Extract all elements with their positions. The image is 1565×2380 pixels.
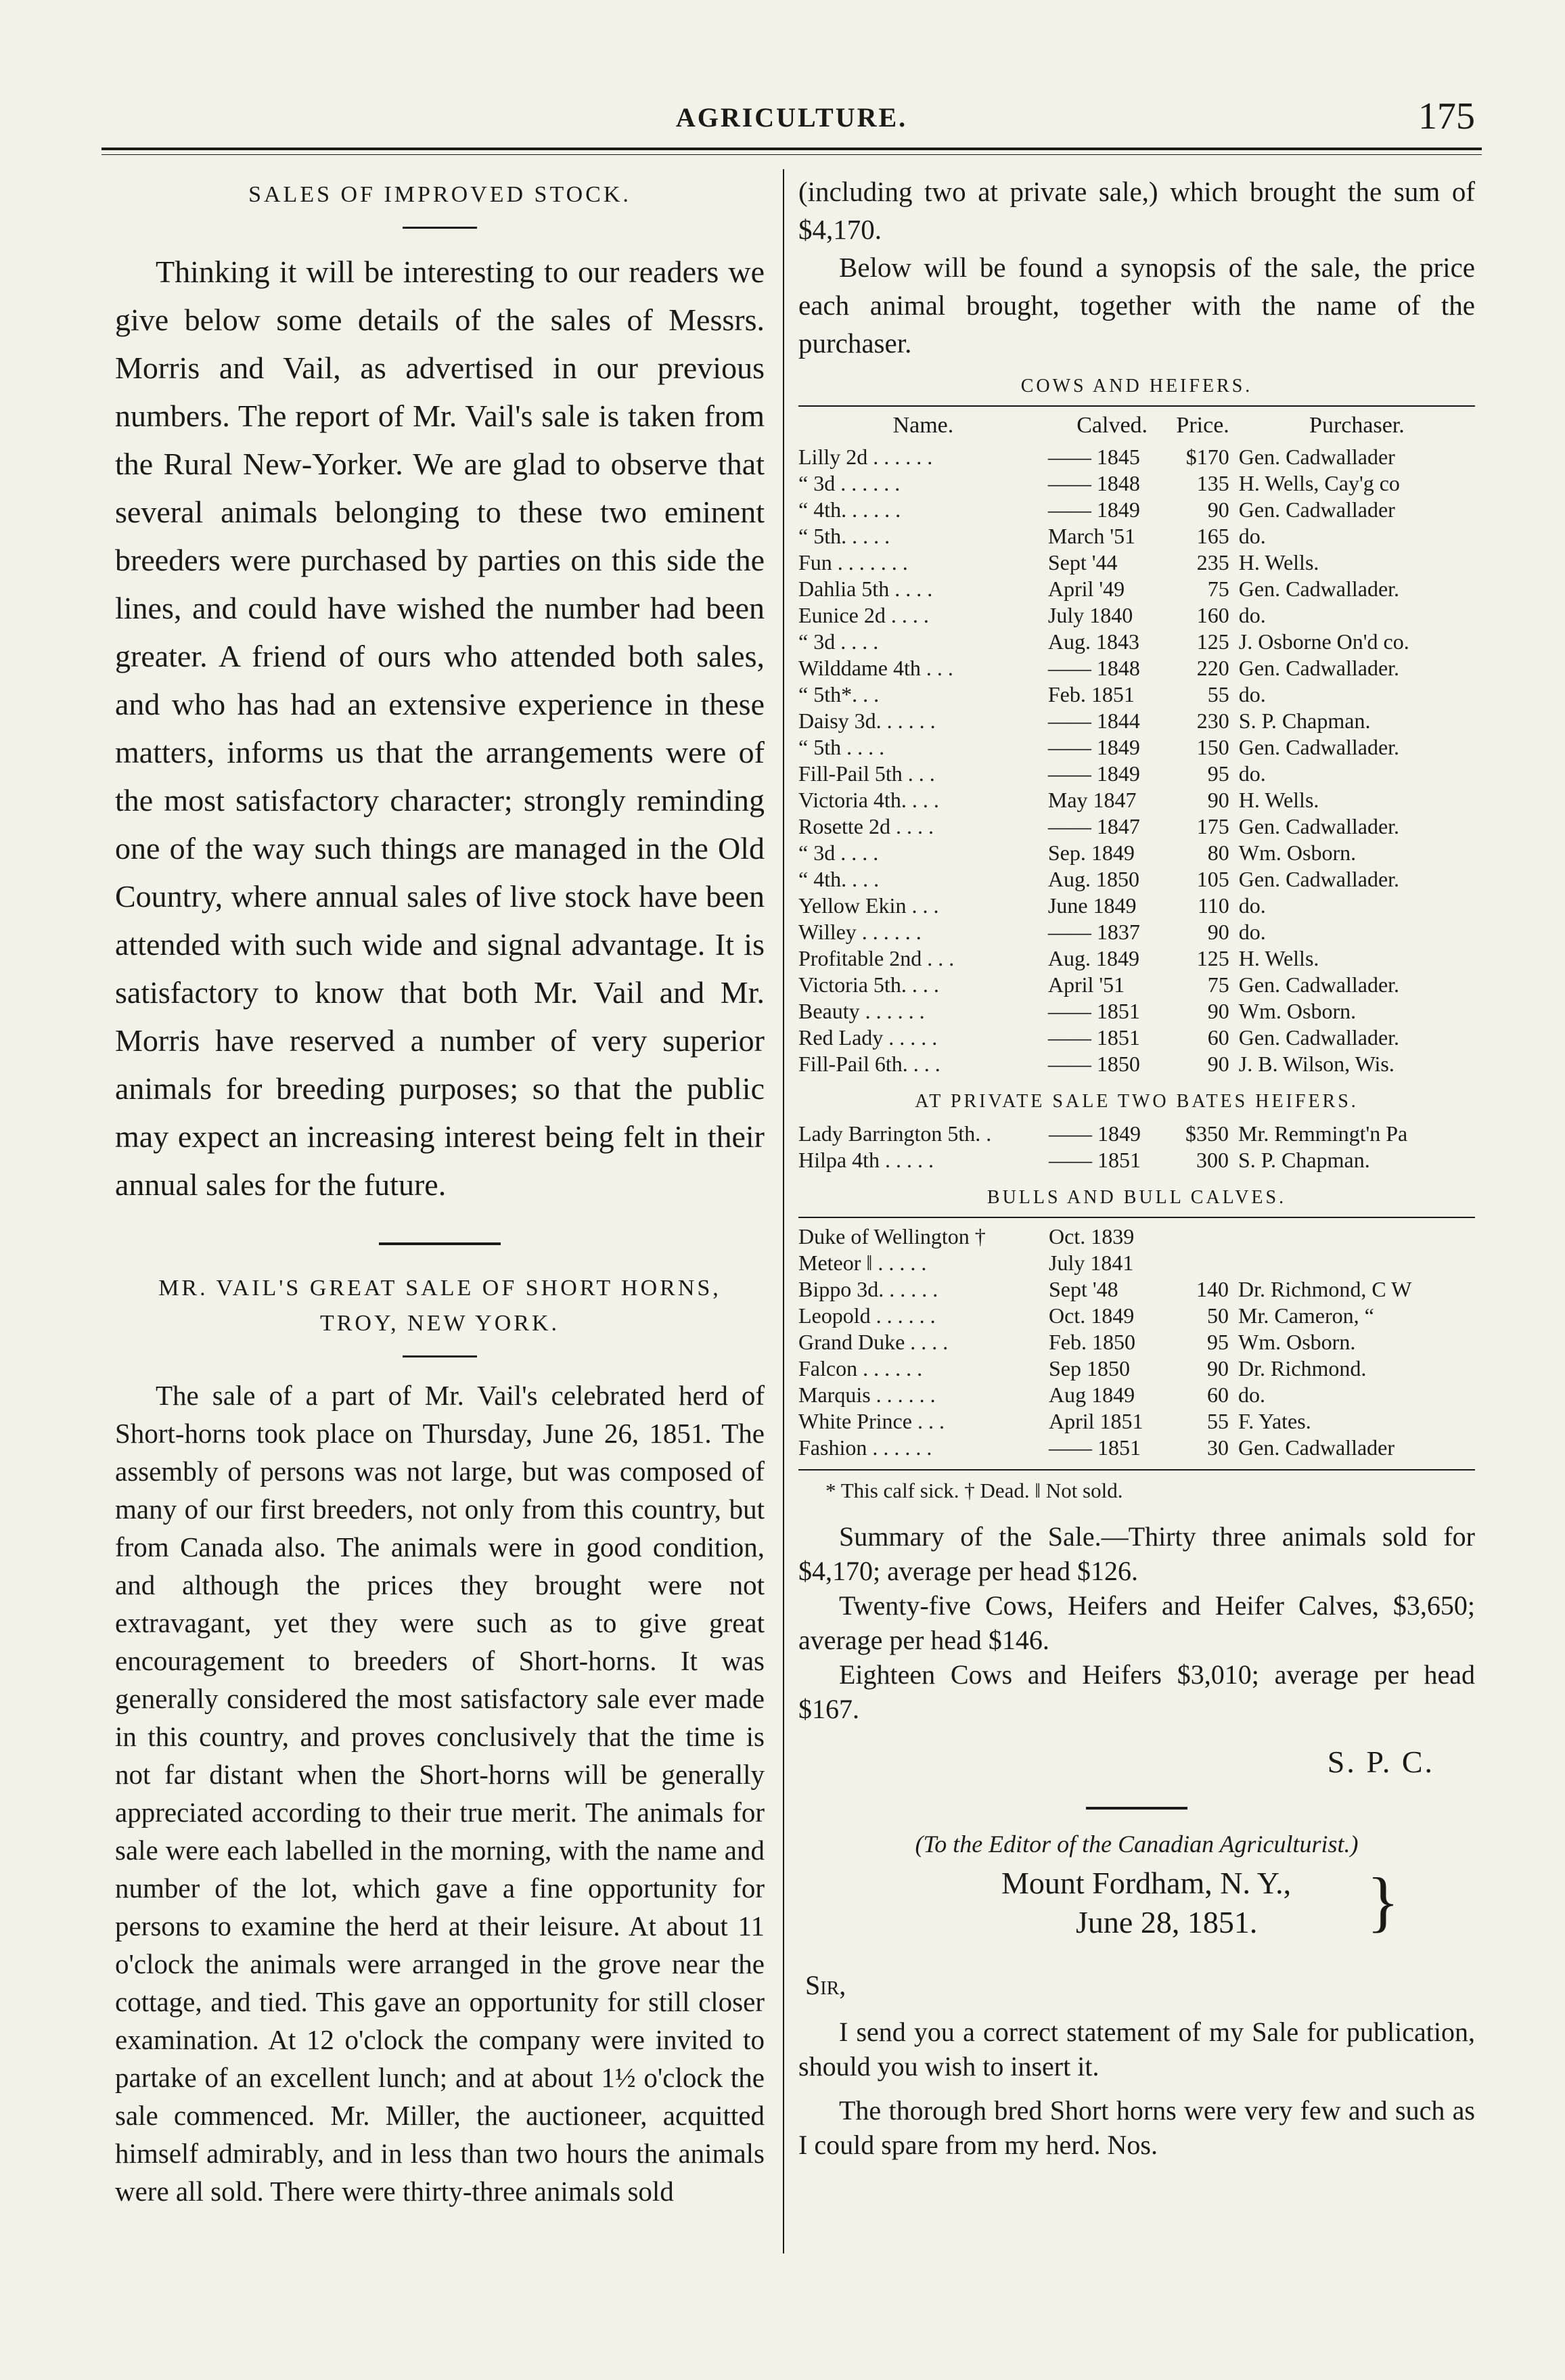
- cell-calved: —— 1849: [1047, 761, 1140, 786]
- heading-vail-sale: MR. VAIL'S GREAT SALE OF SHORT HORNS,: [158, 1276, 721, 1301]
- table-row: [798, 523, 1475, 549]
- table-row: [798, 787, 1475, 813]
- cell-purchaser: S. P. Chapman.: [1238, 1148, 1370, 1172]
- paragraph-continuation: (including two at private sale,) which brought the sum of $4,170.: [798, 176, 1475, 245]
- cell-purchaser: Gen. Cadwallader: [1238, 445, 1395, 469]
- cell-price: 80: [1207, 840, 1229, 865]
- left-column: [115, 173, 765, 2210]
- cell-purchaser: [1238, 1223, 1475, 1250]
- table-row: [798, 629, 1475, 655]
- cell-calved: —— 1849: [1047, 735, 1140, 759]
- dateline: [1001, 1864, 1475, 1942]
- cell-calved: April '51: [1047, 972, 1125, 997]
- table-row: [798, 602, 1475, 629]
- dateline-place: Mount Fordham, N. Y.,: [1001, 1866, 1292, 1900]
- cell-purchaser: F. Yates.: [1238, 1409, 1311, 1433]
- table-cows-heifers: [798, 412, 1475, 1077]
- table-row: [798, 972, 1475, 998]
- cell-purchaser: J. B. Wilson, Wis.: [1238, 1052, 1394, 1076]
- table-row: [798, 1051, 1475, 1077]
- cell-calved: Feb. 1851: [1047, 682, 1135, 706]
- table-title-bulls: BULLS AND BULL CALVES.: [986, 1187, 1287, 1208]
- table-row: [798, 549, 1475, 576]
- cell-purchaser: Gen. Cadwallader.: [1238, 577, 1400, 601]
- cell-purchaser: do.: [1238, 682, 1266, 706]
- table-rule: [798, 405, 1475, 407]
- cell-price: 125: [1196, 946, 1229, 970]
- cell-name: “ 5th . . . .: [798, 735, 885, 759]
- cell-calved: Oct. 1839: [1049, 1224, 1135, 1249]
- cell-purchaser: do.: [1238, 920, 1266, 944]
- cell-name: Fashion . . . . . .: [798, 1435, 932, 1460]
- column-header-purchaser: Purchaser.: [1309, 413, 1405, 438]
- cell-purchaser: do.: [1238, 603, 1266, 627]
- table-row: [798, 866, 1475, 893]
- cell-name: Rosette 2d . . . .: [798, 814, 934, 838]
- cell-purchaser: J. Osborne On'd co.: [1238, 629, 1409, 654]
- cell-name: “ 5th. . . . .: [798, 524, 890, 548]
- cell-purchaser: H. Wells.: [1238, 946, 1319, 970]
- cell-calved: Sept '44: [1047, 550, 1118, 575]
- table-row: [798, 681, 1475, 708]
- cell-calved: —— 1848: [1047, 471, 1140, 495]
- cell-name: Falcon . . . . . .: [798, 1356, 923, 1380]
- table-private-sale: [798, 1121, 1475, 1173]
- page-header: [108, 95, 1475, 149]
- cell-price: 135: [1196, 471, 1229, 495]
- cell-calved: April 1851: [1049, 1409, 1143, 1433]
- table-row: [798, 1382, 1475, 1408]
- cell-purchaser: Gen. Cadwallader.: [1238, 867, 1400, 891]
- paragraph-letter-2: The thorough bred Short horns were very few and such as I could spare from my herd. Nos.: [798, 2095, 1475, 2160]
- cell-calved: July 1841: [1049, 1251, 1134, 1275]
- paragraph-intro: Thinking it will be interesting to our readers we give below some details of the sales of Messrs. Morris and Vail, as advertised in our previous numbers. The report of Mr. Vail's sale is taken from the Rural New-Yorker. We are glad to observe that several animals belonging to these two eminent breeders were purchased by parties on this side the lines, and could have wished the number had been greater. A friend of ours who attended both sales, and who has had an extensive experience in these matters, informs us that the arrangements were of the most satisfactory character; strongly reminding one of the way such things are managed in the Old Country, where annual sales of live stock have been attended with such wide and signal advantage. It is satisfactory to know that both Mr. Vail and Mr. Morris have reserved a number of very superior animals for breeding purposes; so that the public may expect an increasing interest being felt in their annual sales for the future.: [115, 254, 765, 1202]
- cell-price: 125: [1196, 629, 1229, 654]
- table-bulls: [798, 1223, 1475, 1461]
- cell-calved: April '49: [1047, 577, 1125, 601]
- cell-name: Daisy 3d. . . . . .: [798, 709, 936, 733]
- cell-calved: —— 1851: [1049, 1435, 1141, 1460]
- cell-price: 175: [1196, 814, 1229, 838]
- brace-glyph: }: [1367, 1864, 1399, 1939]
- cell-calved: Aug. 1849: [1047, 946, 1139, 970]
- cell-calved: Aug. 1850: [1047, 867, 1139, 891]
- cell-price: 90: [1207, 920, 1229, 944]
- cell-name: Beauty . . . . . .: [798, 999, 925, 1023]
- cell-purchaser: H. Wells.: [1238, 550, 1319, 575]
- cell-purchaser: do.: [1238, 524, 1266, 548]
- cell-purchaser: do.: [1238, 893, 1266, 918]
- section-rule: [1086, 1807, 1187, 1810]
- table-row: [798, 761, 1475, 787]
- cell-name: Hilpa 4th . . . . .: [798, 1148, 934, 1172]
- table-row: [798, 1250, 1475, 1276]
- cell-name: “ 3d . . . .: [798, 629, 879, 654]
- cell-name: Eunice 2d . . . .: [798, 603, 929, 627]
- cell-name: Lilly 2d . . . . . .: [798, 445, 933, 469]
- column-header-price: Price.: [1176, 413, 1229, 438]
- page-number: 175: [1418, 95, 1475, 137]
- table-row: [798, 1355, 1475, 1382]
- cell-purchaser: Gen. Cadwallader.: [1238, 814, 1400, 838]
- cell-purchaser: Wm. Osborn.: [1238, 999, 1357, 1023]
- cell-purchaser: Wm. Osborn.: [1238, 1330, 1356, 1354]
- table-row: [798, 734, 1475, 761]
- paragraph-synopsis-intro: Below will be found a synopsis of the sale, the price each animal brought, together with the name of the purchaser.: [798, 252, 1475, 359]
- column-divider: [783, 169, 784, 2253]
- cell-purchaser: Dr. Richmond, C W: [1238, 1277, 1412, 1301]
- cell-price: $170: [1185, 445, 1229, 469]
- table-row: [798, 840, 1475, 866]
- cell-price: [1177, 1223, 1238, 1250]
- cell-price: 95: [1207, 1330, 1229, 1354]
- cell-calved: March '51: [1047, 524, 1136, 548]
- cell-price: 90: [1207, 1356, 1229, 1380]
- cell-price: 75: [1207, 972, 1229, 997]
- cell-calved: —— 1845: [1047, 445, 1140, 469]
- cell-price: 90: [1207, 497, 1229, 522]
- cell-purchaser: Mr. Cameron, “: [1238, 1303, 1374, 1328]
- cell-purchaser: do.: [1238, 1383, 1265, 1407]
- cell-calved: Sep 1850: [1049, 1356, 1130, 1380]
- table-row: [798, 708, 1475, 734]
- paragraph-summary-cows: Twenty-five Cows, Heifers and Heifer Calves, $3,650; average per head $146.: [798, 1590, 1475, 1655]
- cell-price: 55: [1207, 1409, 1229, 1433]
- table-footnote: * This calf sick. † Dead. ‖ Not sold.: [825, 1479, 1123, 1502]
- cell-price: 110: [1197, 893, 1229, 918]
- cell-calved: Sept '48: [1049, 1277, 1118, 1301]
- cell-price: 105: [1196, 867, 1229, 891]
- table-title-cows: COWS AND HEIFERS.: [1020, 376, 1253, 397]
- table-row: [798, 1408, 1475, 1435]
- table-header-row: [798, 412, 1475, 444]
- table-rule: [798, 1469, 1475, 1470]
- paragraph-summary-heifers: Eighteen Cows and Heifers $3,010; average per head $167.: [798, 1659, 1475, 1724]
- cell-name: Red Lady . . . . .: [798, 1025, 938, 1050]
- table-row: [798, 1435, 1475, 1461]
- column-header-name: Name.: [892, 413, 954, 438]
- cell-name: Victoria 5th. . . .: [798, 972, 939, 997]
- short-rule: [403, 1355, 477, 1357]
- cell-price: 90: [1207, 788, 1229, 812]
- cell-calved: July 1840: [1047, 603, 1133, 627]
- header-rule-thick: [101, 148, 1482, 150]
- cell-price: 235: [1196, 550, 1229, 575]
- cell-name: “ 4th. . . .: [798, 867, 880, 891]
- cell-purchaser: Dr. Richmond.: [1238, 1356, 1367, 1380]
- table-row: [798, 576, 1475, 602]
- cell-calved: Sep. 1849: [1047, 840, 1135, 865]
- cell-name: White Prince . . .: [798, 1409, 945, 1433]
- cell-price: 90: [1207, 1052, 1229, 1076]
- cell-name: Fill-Pail 6th. . . .: [798, 1052, 940, 1076]
- cell-price: $350: [1185, 1121, 1229, 1146]
- running-title: AGRICULTURE.: [675, 102, 908, 133]
- cell-price: 160: [1196, 603, 1229, 627]
- cell-name: Leopold . . . . . .: [798, 1303, 936, 1328]
- editor-address: (To the Editor of the Canadian Agriculturist.): [915, 1831, 1359, 1858]
- cell-calved: —— 1844: [1047, 709, 1140, 733]
- cell-name: Duke of Wellington †: [798, 1224, 986, 1249]
- cell-name: Wilddame 4th . . .: [798, 656, 953, 680]
- cell-purchaser: Wm. Osborn.: [1238, 840, 1357, 865]
- cell-purchaser: S. P. Chapman.: [1238, 709, 1371, 733]
- section-rule: [379, 1242, 501, 1245]
- cell-purchaser: Gen. Cadwallader.: [1238, 735, 1400, 759]
- cell-calved: Aug 1849: [1049, 1383, 1135, 1407]
- cell-price: 55: [1207, 682, 1229, 706]
- salutation: Sir,: [805, 1970, 846, 2000]
- cell-purchaser: Gen. Cadwallader: [1238, 1435, 1395, 1460]
- cell-calved: Feb. 1850: [1049, 1330, 1135, 1354]
- short-rule: [403, 227, 477, 229]
- cell-calved: —— 1849: [1049, 1121, 1141, 1146]
- cell-name: Yellow Ekin . . .: [798, 893, 939, 918]
- table-row: [798, 998, 1475, 1025]
- table-row: [798, 945, 1475, 972]
- header-rule-thin: [101, 154, 1482, 155]
- table-row: [798, 1121, 1475, 1147]
- table-row: [798, 1276, 1475, 1303]
- heading-sales-improved-stock: SALES OF IMPROVED STOCK.: [248, 182, 631, 207]
- cell-calved: —— 1851: [1049, 1148, 1141, 1172]
- table-row: [798, 444, 1475, 470]
- cell-price: 300: [1196, 1148, 1229, 1172]
- cell-purchaser: [1238, 1250, 1475, 1276]
- cell-name: “ 5th*. . .: [798, 682, 880, 706]
- cell-name: “ 3d . . . .: [798, 840, 879, 865]
- paragraph-summary: Summary of the Sale.—Thirty three animals sold for $4,170; average per head $126.: [798, 1521, 1475, 1586]
- cell-name: Fill-Pail 5th . . .: [798, 761, 935, 786]
- table-row: [798, 1025, 1475, 1051]
- column-header-calved: Calved.: [1076, 413, 1148, 438]
- cell-price: 95: [1207, 761, 1229, 786]
- cell-purchaser: Gen. Cadwallader.: [1238, 656, 1400, 680]
- cell-purchaser: H. Wells.: [1238, 788, 1319, 812]
- cell-price: 60: [1207, 1383, 1229, 1407]
- cell-price: 140: [1196, 1277, 1229, 1301]
- table-row: [798, 1147, 1475, 1173]
- table-title-private: AT PRIVATE SALE TWO BATES HEIFERS.: [915, 1091, 1359, 1112]
- cell-calved: —— 1848: [1047, 656, 1140, 680]
- cell-name: “ 3d . . . . . .: [798, 471, 901, 495]
- right-column: [798, 173, 1475, 2162]
- cell-name: Victoria 4th. . . .: [798, 788, 939, 812]
- table-row: [798, 497, 1475, 523]
- cell-price: [1177, 1250, 1238, 1276]
- cell-name: Dahlia 5th . . . .: [798, 577, 933, 601]
- cell-name: Willey . . . . . .: [798, 920, 922, 944]
- cell-name: Bippo 3d. . . . . .: [798, 1277, 938, 1301]
- dateline-date: June 28, 1851.: [1076, 1905, 1258, 1939]
- cell-calved: June 1849: [1047, 893, 1137, 918]
- cell-purchaser: Gen. Cadwallader: [1238, 497, 1395, 522]
- signature: S. P. C.: [1327, 1745, 1434, 1779]
- table-row: [798, 893, 1475, 919]
- cell-price: 75: [1207, 577, 1229, 601]
- cell-calved: Aug. 1843: [1047, 629, 1139, 654]
- cell-calved: —— 1850: [1047, 1052, 1140, 1076]
- paragraph-letter-1: I send you a correct statement of my Sale for publication, should you wish to insert it.: [798, 2017, 1475, 2082]
- cell-price: 150: [1196, 735, 1229, 759]
- cell-price: 90: [1207, 999, 1229, 1023]
- table-rule: [798, 1217, 1475, 1218]
- cell-price: 30: [1207, 1435, 1229, 1460]
- heading-troy: TROY, NEW YORK.: [319, 1311, 560, 1336]
- cell-name: Lady Barrington 5th. .: [798, 1121, 992, 1146]
- cell-calved: —— 1837: [1047, 920, 1140, 944]
- cell-calved: —— 1847: [1047, 814, 1140, 838]
- cell-purchaser: H. Wells, Cay'g co: [1238, 471, 1400, 495]
- cell-name: Fun . . . . . . .: [798, 550, 908, 575]
- cell-purchaser: Gen. Cadwallader.: [1238, 1025, 1400, 1050]
- cell-name: Profitable 2nd . . .: [798, 946, 955, 970]
- cell-calved: Oct. 1849: [1049, 1303, 1135, 1328]
- cell-calved: —— 1849: [1047, 497, 1140, 522]
- cell-price: 50: [1207, 1303, 1229, 1328]
- table-row: [798, 919, 1475, 945]
- table-row: [798, 1223, 1475, 1250]
- cell-name: Meteor ‖ . . . . .: [798, 1251, 927, 1275]
- cell-purchaser: Gen. Cadwallader.: [1238, 972, 1400, 997]
- cell-price: 165: [1196, 524, 1229, 548]
- cell-purchaser: do.: [1238, 761, 1266, 786]
- table-row: [798, 1303, 1475, 1329]
- table-row: [798, 1329, 1475, 1355]
- cell-price: 60: [1207, 1025, 1229, 1050]
- table-row: [798, 470, 1475, 497]
- cell-calved: —— 1851: [1047, 999, 1140, 1023]
- cell-name: “ 4th. . . . . .: [798, 497, 901, 522]
- paragraph-vail-sale: The sale of a part of Mr. Vail's celebrated herd of Short-horns took place on Thursday, June 26, 1851. The assembly of persons was not large, but was composed of many of our first breeders, not only from this country, but from Canada also. The animals were in good condition, and although the prices they brought were not extravagant, yet they were such as to give great encouragement to breeders of Short-horns. It was generally considered the most satisfactory sale ever made in this country, and proves conclusively that the time is not far distant when the Short-horns will be generally appreciated according to their true merit. The animals for sale were each labelled in the morning, with the name and number of the lot, which gave a fine opportunity for persons to examine the herd at their leisure. At about 11 o'clock the animals were arranged in the grove near the cottage, and tied. This gave an opportunity for still closer examination. At 12 o'clock the company were invited to partake of an excellent lunch; and at about 1½ o'clock the sale commenced. Mr. Miller, the auctioneer, acquitted himself admirably, and in less than two hours the animals were all sold. There were thirty-three animals sold: [115, 1380, 765, 2207]
- table-row: [798, 813, 1475, 840]
- cell-name: Marquis . . . . . .: [798, 1383, 936, 1407]
- cell-price: 230: [1196, 709, 1229, 733]
- table-row: [798, 655, 1475, 681]
- cell-calved: —— 1851: [1047, 1025, 1140, 1050]
- cell-purchaser: Mr. Remmingt'n Pa: [1238, 1121, 1408, 1146]
- cell-price: 220: [1196, 656, 1229, 680]
- cell-calved: May 1847: [1047, 788, 1137, 812]
- cell-name: Grand Duke . . . .: [798, 1330, 949, 1354]
